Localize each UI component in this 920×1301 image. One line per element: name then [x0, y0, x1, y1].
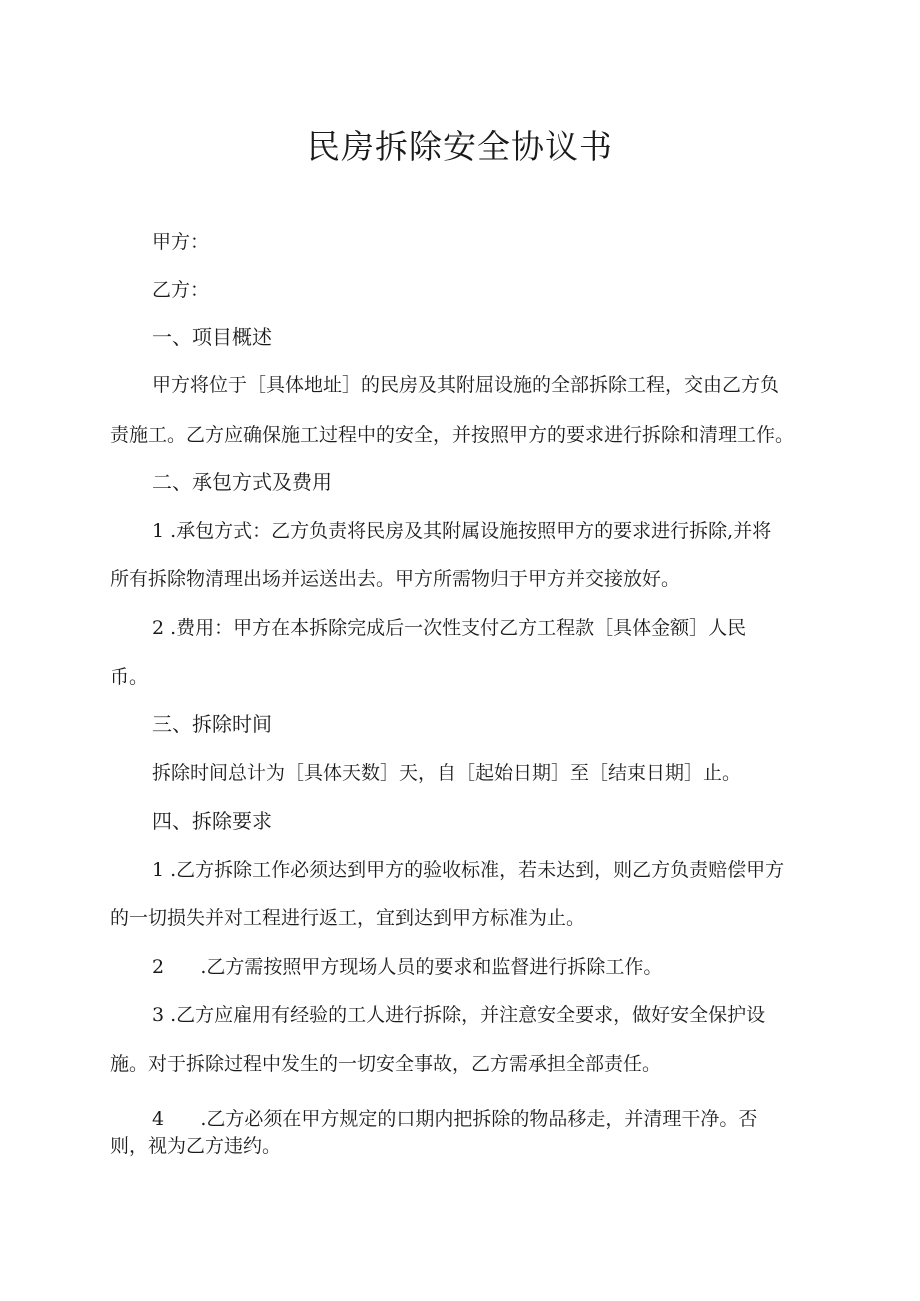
paragraph-line: 则，视为乙方违约。: [110, 1135, 282, 1157]
paragraph-line: 2 .费用：甲方在本拆除完成后一次性支付乙方工程款［具体金额］人民: [152, 617, 747, 639]
section-heading-overview: 一、项目概述: [152, 325, 272, 349]
paragraph-line: 4 .乙方必须在甲方规定的口期内把拆除的物品移走，并清理干净。否: [152, 1108, 758, 1130]
paragraph-line: 甲方将位于［具体地址］的民房及其附屈设施的全部拆除工程，交由乙方负: [152, 374, 780, 396]
document-title: 民房拆除安全协议书: [307, 127, 613, 166]
section-heading-contract-fee: 二、承包方式及费用: [152, 470, 332, 494]
paragraph-line: 拆除时间总计为［具体天数］天，自［起始日期］至［结束日期］止。: [152, 762, 742, 784]
party-b-label: 乙方：: [152, 279, 210, 301]
party-a-label: 甲方：: [152, 231, 210, 253]
paragraph-line: 1 .乙方拆除工作必须达到甲方的验收标准，若未达到，则乙方负责赔偿甲方: [152, 859, 785, 881]
paragraph-line: 币。: [110, 666, 149, 688]
paragraph-line: 施。对于拆除过程中发生的一切安全事故，乙方需承担全部责任。: [110, 1053, 662, 1075]
paragraph-line: 责施工。乙方应确保施工过程中的安全，并按照甲方的要求进行拆除和清理工作。: [110, 424, 795, 446]
section-heading-demolition-time: 三、拆除时间: [152, 712, 272, 736]
section-heading-requirements: 四、拆除要求: [152, 809, 272, 833]
paragraph-line: 的一切损失并对工程进行返工，宜到达到甲方标准为止。: [110, 907, 586, 929]
paragraph-line: 1 .承包方式：乙方负责将民房及其附属设施按照甲方的要求进行拆除,并将: [152, 520, 772, 542]
paragraph-line: 所有拆除物清理出场并运送出去。甲方所需物归于甲方并交接放好。: [110, 568, 681, 590]
paragraph-line: 3 .乙方应雇用有经验的工人进行拆除，并注意安全要求，做好安全保护设: [152, 1004, 766, 1026]
paragraph-line: 2 .乙方需按照甲方现场人员的要求和监督进行拆除工作。: [152, 956, 663, 978]
